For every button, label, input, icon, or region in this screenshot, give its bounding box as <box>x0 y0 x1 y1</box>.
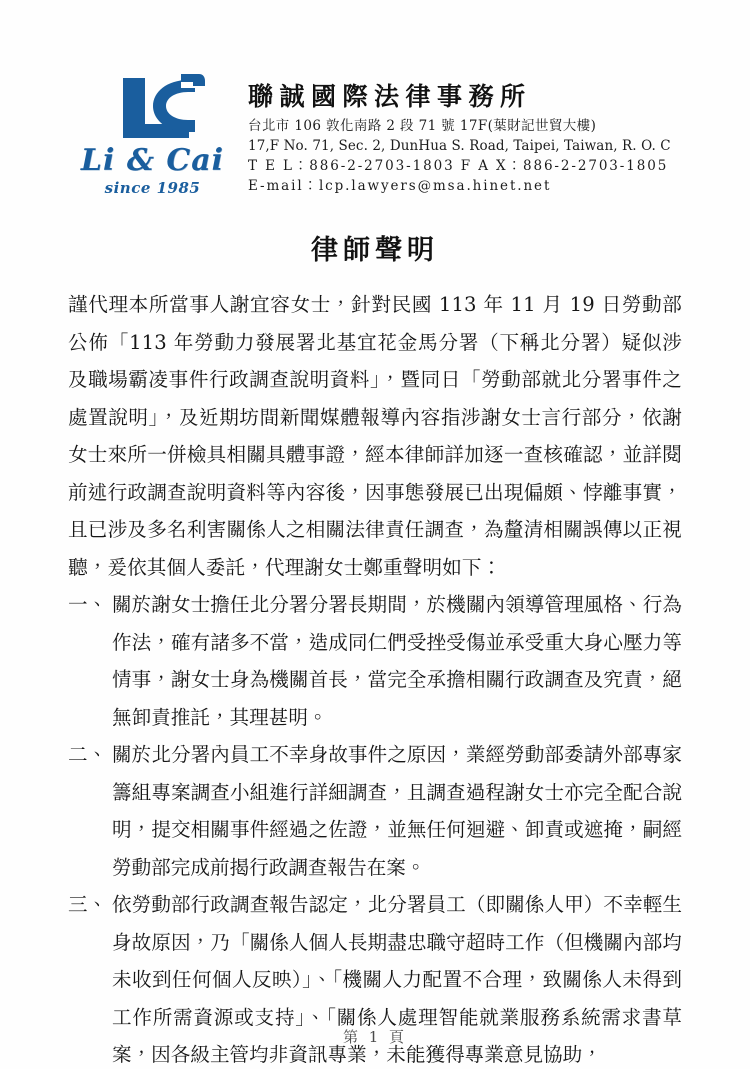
item-text: 關於謝女士擔任北分署分署長期間，於機關內領導管理風格、行為作法，確有諸多不當，造成同仁們受挫受傷並承受重大身心壓力等情事，謝女士身為機關首長，當完全承擔相關行政調查及究責，絕無卸責推託，其理甚明。 <box>112 593 682 729</box>
page-title: 律師聲明 <box>311 235 439 266</box>
firm-info <box>248 72 750 196</box>
item-marker: 二、 <box>68 743 108 766</box>
item-text: 關於北分署內員工不幸身故事件之原因，業經勞動部委請外部專家籌組專案調查小組進行詳細調查，且調查過程謝女士亦完全配合說明，提交相關事件經過之佐證，並無任何迴避、卸責或遮掩，嗣經勞動部完成前揭行政調查報告在案。 <box>112 743 682 879</box>
address-chinese: 台北市 106 敦化南路 2 段 71 號 17F(葉財記世貿大樓) <box>248 118 597 135</box>
lc-monogram-icon <box>93 72 213 144</box>
page-number: 第 1 頁 <box>342 1028 408 1046</box>
item-marker: 一、 <box>68 593 108 616</box>
item-text: 依勞動部行政調查報告認定，北分署員工（即關係人甲）不幸輕生身故原因，乃「關係人個人長期盡忠職守超時工作（但機關內部均未收到任何個人反映）」、「機關人力配置不合理，致關係人未得到工作所需資源或支持」、「關係人處理智能就業服務系統需求書草案，因各級主管均非資訊專業，未能獲得專業意見協助， <box>112 893 682 1066</box>
phone-fax-line: T E L：886-2-2703-1803 F A X：886-2-2703-1805 <box>248 157 669 174</box>
firm-logo <box>75 72 230 197</box>
email-line: E-mail：lcp.lawyers@msa.hinet.net <box>248 177 552 194</box>
firm-name: 聯誠國際法律事務所 <box>248 82 532 111</box>
statement-item-1 <box>68 586 682 736</box>
statement-item-2 <box>68 736 682 886</box>
intro-paragraph: 謹代理本所當事人謝宜容女士，針對民國 113 年 11 月 19 日勞動部公佈「113 年勞動力發展署北基宜花金馬分署（下稱北分署）疑似涉及職場霸凌事件行政調查說明資料」，暨同日「勞動部就北分署事件之處置說明」，及近期坊間新聞媒體報導內容指涉謝女士言行部分，依謝女士來所一併檢具相關具體事證，經本律師詳加逐一查核確認，並詳閱前述行政調查說明資料等內容後，因事態發展已出現偏頗、悖離事實，且已涉及多名利害關係人之相關法律責任調查，為釐清相關誤傳以正視聽，爰依其個人委託，代理謝女士鄭重聲明如下： <box>68 293 682 579</box>
item-marker: 三、 <box>68 893 108 916</box>
letterhead <box>0 72 750 217</box>
logo-since-text: since 1985 <box>104 179 201 197</box>
address-english: 17,F No. 71, Sec. 2, DunHua S. Road, Taipei, Taiwan, R. O. C <box>248 137 671 154</box>
logo-wordmark: Li & Cai <box>80 143 225 178</box>
document-body <box>68 286 682 1074</box>
